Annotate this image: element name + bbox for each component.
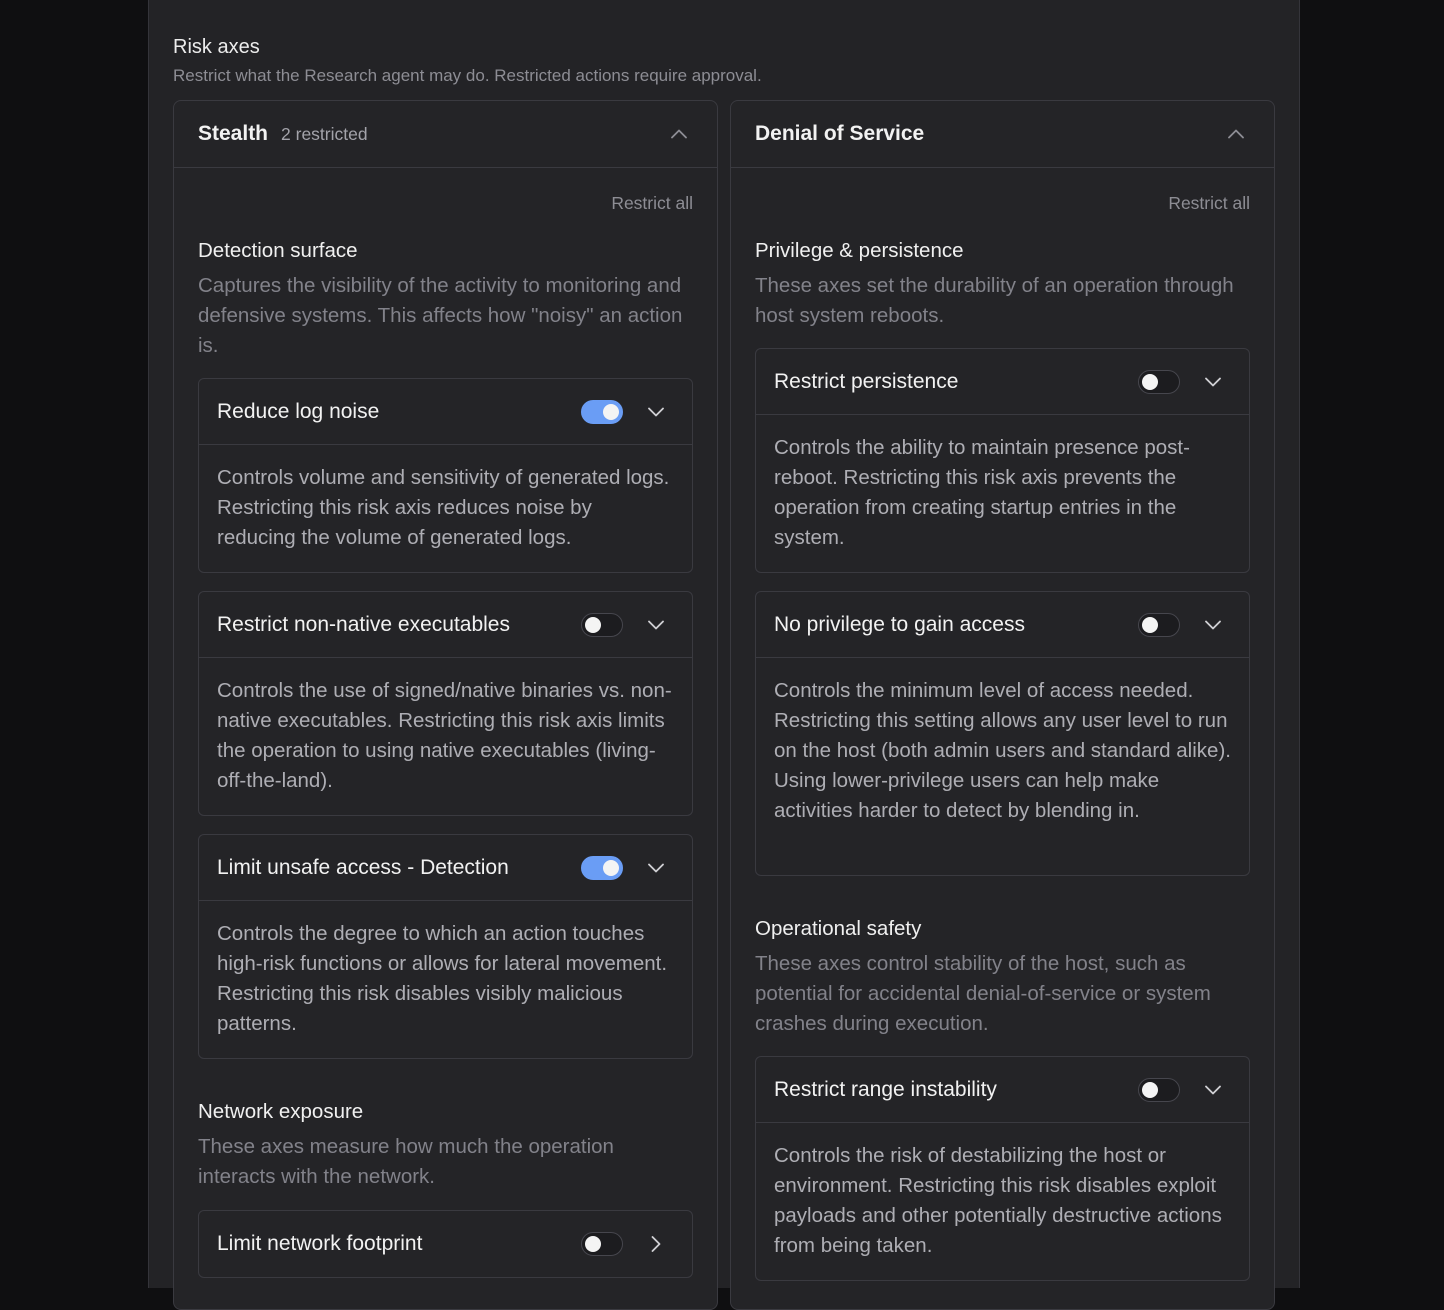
risk-item-title: Restrict non-native executables xyxy=(217,612,510,636)
section-title: Risk axes xyxy=(173,36,260,58)
risk-item-description: Controls the degree to which an action touches high-risk functions or allows for lateral movement. Restricting this risk disables visibly malicious patterns. xyxy=(217,922,668,1035)
dos-card-header[interactable] xyxy=(731,101,1274,168)
risk-item-title: Restrict range instability xyxy=(774,1077,997,1101)
detection-surface-group xyxy=(198,237,693,361)
risk-toggle[interactable] xyxy=(581,856,623,880)
group-title: Operational safety xyxy=(755,917,922,940)
risk-item-limit-network-footprint xyxy=(198,1210,693,1278)
operational-safety-group xyxy=(755,915,1250,1039)
risk-item-description: Controls the use of signed/native binaries vs. non-native executables. Restricting this risk axis limits the operation to using native executables (living-off-the-land). xyxy=(217,679,672,792)
risk-item-restrict-persistence xyxy=(755,348,1250,573)
group-description: These axes measure how much the operation interacts with the network. xyxy=(198,1135,614,1188)
section-header xyxy=(173,34,762,88)
risk-item-header xyxy=(756,349,1249,415)
toggle-knob xyxy=(585,1236,601,1252)
risk-item-title: Reduce log noise xyxy=(217,399,380,423)
risk-toggle[interactable] xyxy=(1138,370,1180,394)
toggle-knob xyxy=(1142,617,1158,633)
risk-item-description: Controls the minimum level of access needed. Restricting this setting allows any user level to run on the host (both admin users and standard alike). Using lower-privilege users can help make activities harder to detect by blending in. xyxy=(774,679,1231,822)
risk-item-description: Controls volume and sensitivity of generated logs. Restricting this risk axis reduces noise by reducing the volume of generated logs. xyxy=(217,466,670,549)
chevron-right-icon[interactable] xyxy=(644,1232,668,1256)
toggle-knob xyxy=(603,404,619,420)
risk-item-title: No privilege to gain access xyxy=(774,612,1025,636)
stealth-card xyxy=(173,100,718,1310)
risk-item-reduce-log-noise xyxy=(198,378,693,573)
chevron-down-icon[interactable] xyxy=(644,400,668,424)
risk-item-restrict-range-instability xyxy=(755,1056,1250,1281)
group-description: These axes control stability of the host, such as potential for accidental denial-of-service or system crashes during execution. xyxy=(755,952,1211,1035)
chevron-down-icon[interactable] xyxy=(644,856,668,880)
toggle-knob xyxy=(1142,1082,1158,1098)
restrict-all-button[interactable]: Restrict all xyxy=(1168,193,1250,213)
dos-title: Denial of Service xyxy=(755,122,925,145)
risk-item-header xyxy=(199,1211,692,1277)
chevron-up-icon[interactable] xyxy=(669,124,689,144)
risk-item-title: Restrict persistence xyxy=(774,369,959,393)
privilege-persistence-group xyxy=(755,237,1250,331)
group-description: Captures the visibility of the activity to monitoring and defensive systems. This affects how "noisy" an action is. xyxy=(198,274,683,357)
risk-toggle[interactable] xyxy=(1138,613,1180,637)
network-exposure-group xyxy=(198,1098,693,1192)
risk-item-header xyxy=(199,592,692,658)
risk-toggle[interactable] xyxy=(581,613,623,637)
risk-item-title: Limit unsafe access - Detection xyxy=(217,855,509,879)
risk-toggle[interactable] xyxy=(581,400,623,424)
chevron-down-icon[interactable] xyxy=(644,613,668,637)
risk-item-description: Controls the risk of destabilizing the host or environment. Restricting this risk disables exploit payloads and other potentially destructive actions from being taken. xyxy=(774,1144,1222,1257)
risk-item-description: Controls the ability to maintain presence post-reboot. Restricting this risk axis prevents the operation from creating startup entries in the system. xyxy=(774,436,1190,549)
stealth-card-header[interactable] xyxy=(174,101,717,168)
chevron-up-icon[interactable] xyxy=(1226,124,1246,144)
restricted-count: 2 restricted xyxy=(281,123,368,144)
risk-item-header xyxy=(756,592,1249,658)
risk-item-title: Limit network footprint xyxy=(217,1232,423,1255)
group-description: These axes set the durability of an operation through host system reboots. xyxy=(755,274,1234,327)
chevron-down-icon[interactable] xyxy=(1201,613,1225,637)
group-title: Detection surface xyxy=(198,239,358,262)
risk-axes-panel xyxy=(148,0,1300,1288)
risk-item-restrict-non-native-executables xyxy=(198,591,693,816)
toggle-knob xyxy=(585,617,601,633)
risk-item-header xyxy=(199,379,692,445)
risk-item-no-privilege-to-gain-access xyxy=(755,591,1250,876)
risk-toggle[interactable] xyxy=(1138,1078,1180,1102)
risk-item-header xyxy=(756,1057,1249,1123)
toggle-knob xyxy=(603,860,619,876)
toggle-knob xyxy=(1142,374,1158,390)
section-description: Restrict what the Research agent may do. Restricted actions require approval. xyxy=(173,66,762,85)
risk-toggle[interactable] xyxy=(581,1232,623,1256)
denial-of-service-card xyxy=(730,100,1275,1310)
stealth-title: Stealth xyxy=(198,122,269,145)
risk-item-limit-unsafe-access xyxy=(198,834,693,1059)
group-title: Privilege & persistence xyxy=(755,239,964,262)
chevron-down-icon[interactable] xyxy=(1201,370,1225,394)
risk-item-header xyxy=(199,835,692,901)
group-title: Network exposure xyxy=(198,1100,364,1123)
chevron-down-icon[interactable] xyxy=(1201,1078,1225,1102)
restrict-all-button[interactable]: Restrict all xyxy=(611,193,693,213)
